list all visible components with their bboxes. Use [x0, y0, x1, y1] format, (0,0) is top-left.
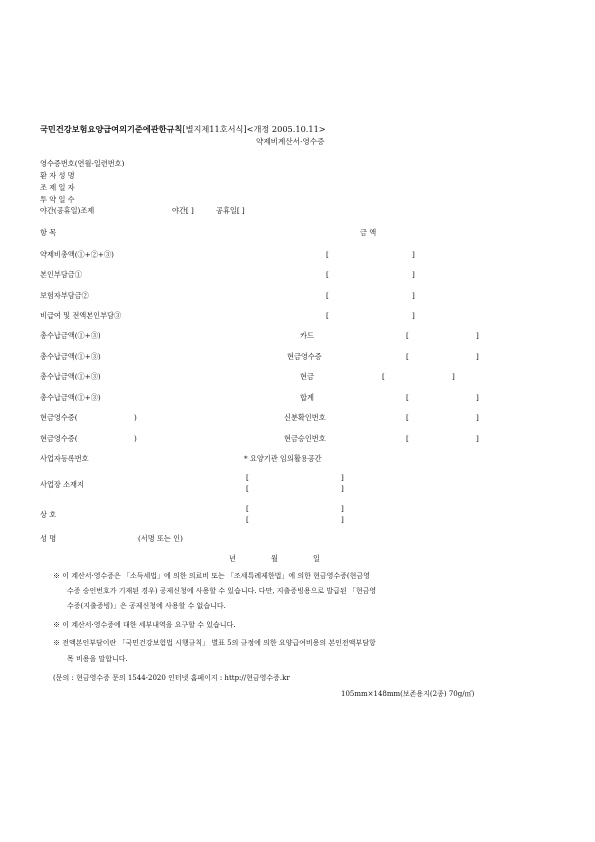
close-paren: ) — [134, 434, 137, 443]
business-reg-label: 사업자등록번호 — [40, 454, 89, 463]
cash-label: 현금 — [300, 372, 314, 381]
bracket-open: [ — [406, 434, 409, 443]
note-line: 수증 승인번호가 기재된 경우) 공제신청에 사용할 수 있습니다. 다만, 지출증빙용으로 발급된 「현금영 — [67, 587, 377, 595]
night-holiday-label: 야간(공휴일)조제 — [40, 206, 95, 215]
bracket-close: ] — [412, 291, 415, 300]
prep-date-label: 조 제 일 자 — [40, 183, 75, 192]
regulation-name: 국민건강보험요양급여의기준에관한규칙 — [40, 124, 183, 134]
bracket-close: ] — [476, 393, 479, 402]
night-checkbox: 야간[ ] — [172, 206, 194, 215]
bracket-open: [ — [406, 331, 409, 340]
received-total-label: 총수납금액(①+③) — [40, 393, 101, 402]
business-address-label: 사업장 소재지 — [40, 480, 84, 489]
bracket-close: ] — [476, 331, 479, 340]
total-drug-label: 약제비총액(①+②+③) — [40, 250, 114, 259]
bracket-close: ] — [412, 250, 415, 259]
bracket-open: [ — [326, 311, 329, 320]
bracket-close: ] — [476, 413, 479, 422]
month-label: 월 — [271, 554, 278, 563]
bracket-open: [ — [406, 352, 409, 361]
bracket-open: [ — [406, 393, 409, 402]
approval-number-label: 현금승인번호 — [284, 434, 326, 443]
bracket-open: [ — [382, 372, 385, 381]
signature-label: (서명 또는 인) — [138, 534, 183, 543]
cash-receipt-label: 현금영수증 — [287, 352, 322, 361]
cash-receipt-row-label: 현금영수증( — [40, 434, 78, 443]
page-subtitle: 약제비계산서·영수증 — [256, 137, 325, 146]
bracket-close: ] — [341, 504, 344, 513]
amount-column-header: 금 액 — [360, 228, 377, 237]
note-line: ※ 이 계산서·영수증은 「소득세법」에 의한 의료비 또는 「조세특례제한법」에 의한 현금영수증(현금영 — [53, 572, 370, 580]
page-title — [40, 125, 326, 133]
bracket-open: [ — [246, 484, 249, 493]
inquiry-line: (문의 : 현금영수증 문의 1544-2020 인터넷 홈페이지 : http://현금영수증.kr — [53, 674, 290, 682]
note-line: ※ 전액본인부담이란 「국민건강보험법 시행규칙」 별표 5의 규정에 의한 요양급여비용의 본인전액부담항 — [53, 639, 376, 647]
free-space-label: * 요양기관 임의활용공간 — [244, 454, 322, 463]
id-confirm-label: 신분확인번호 — [284, 413, 326, 422]
received-total-label: 총수납금액(①+③) — [40, 331, 101, 340]
bracket-open: [ — [326, 270, 329, 279]
owner-name-label: 성 명 — [40, 534, 57, 543]
cash-receipt-row-label: 현금영수증( — [40, 413, 78, 422]
bracket-close: ] — [452, 372, 455, 381]
note-line: 수증(지출증빙)」은 공제신청에 사용할 수 없습니다. — [67, 602, 226, 610]
bracket-close: ] — [341, 484, 344, 493]
bracket-open: [ — [246, 473, 249, 482]
self-pay-label: 본인부담금① — [40, 270, 82, 279]
receipt-number-label: 영수증번호(연월-일련번호) — [40, 159, 125, 168]
bracket-open: [ — [326, 291, 329, 300]
holiday-checkbox: 공휴일[ ] — [216, 206, 245, 215]
note-line: ※ 이 계산서·영수증에 대한 세부내역을 요구할 수 있습니다. — [53, 621, 236, 629]
insurer-pay-label: 보험자부담금② — [40, 291, 89, 300]
day-label: 일 — [313, 554, 320, 563]
bracket-close: ] — [476, 434, 479, 443]
note-line: 목 비용을 말합니다. — [67, 655, 128, 663]
non-covered-label: 비급여 및 전액본인부담③ — [40, 311, 122, 320]
bracket-close: ] — [412, 270, 415, 279]
card-label: 카드 — [300, 331, 314, 340]
form-number: [별지제11호서식]<개정 2005.10.11> — [182, 124, 326, 134]
paper-size-line: 105mm×148mm(보존용지(2종) 70g/㎡) — [341, 690, 475, 698]
year-label: 년 — [229, 554, 236, 563]
item-column-header: 항 목 — [40, 228, 57, 237]
sum-label: 합계 — [300, 393, 314, 402]
bracket-close: ] — [412, 311, 415, 320]
bracket-close: ] — [341, 515, 344, 524]
bracket-open: [ — [246, 504, 249, 513]
patient-name-label: 환 자 성 명 — [40, 171, 75, 180]
bracket-open: [ — [246, 515, 249, 524]
company-name-label: 상 호 — [40, 510, 57, 519]
bracket-close: ] — [476, 352, 479, 361]
close-paren: ) — [134, 413, 137, 422]
bracket-close: ] — [341, 473, 344, 482]
received-total-label: 총수납금액(①+③) — [40, 352, 101, 361]
bracket-open: [ — [326, 250, 329, 259]
received-total-label: 총수납금액(①+③) — [40, 372, 101, 381]
dose-days-label: 투 약 일 수 — [40, 195, 75, 204]
bracket-open: [ — [406, 413, 409, 422]
